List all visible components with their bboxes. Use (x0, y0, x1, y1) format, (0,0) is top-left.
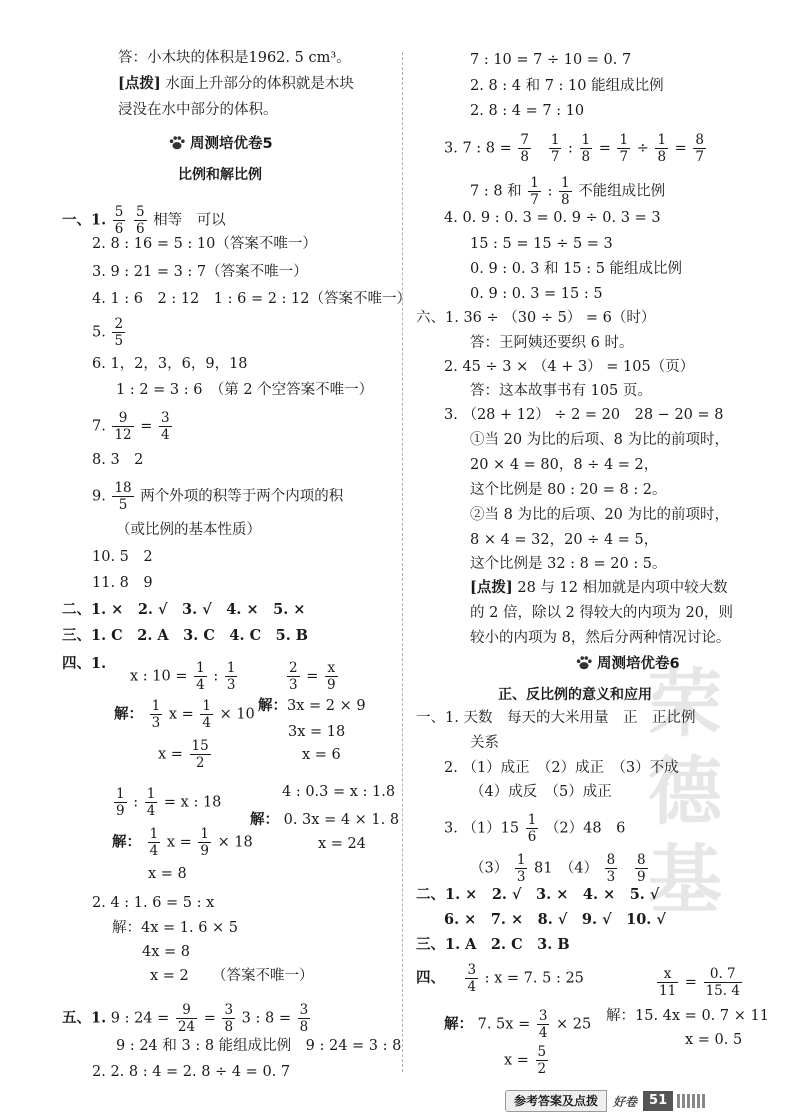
fraction: $\frac{x}{11}$ (659, 966, 677, 999)
q1-9-note: （或比例的基本性质） (116, 522, 261, 538)
fraction: $\frac{7}{8}$ (520, 132, 529, 165)
section-6-subtitle: 正、反比例的意义和应用 (498, 687, 652, 703)
q4-2-step-2: 4x = 8 (142, 944, 190, 960)
sol-2-result: x = 6 (302, 747, 341, 763)
q4-2-result: x = 2 (150, 968, 189, 984)
fraction: $\frac{5}{2}$ (537, 1044, 547, 1077)
page-number: 51 (643, 1091, 673, 1111)
r-q4-line-4: 0. 9 : 0. 3 = 15 : 5 (470, 286, 603, 302)
q4-2: 2. 4 : 1. 6 = 5 : x (92, 895, 215, 911)
section-5-subtitle: 比例和解比例 (178, 167, 262, 183)
s6-q3-cont: （3） $\frac{1}{3}$ 81 （4） $\frac{8}{3}$ $\frac{8}{9}$ (470, 852, 646, 885)
eq-1b: $\frac{2}{3}$ = $\frac{x}{9}$ (289, 660, 336, 693)
s6-part-4-eq-2: $\frac{x}{11}$ = $\frac{0. 7}{15. 4}$ (659, 966, 740, 999)
part-6-q3-calc-1: 20 × 4 = 80，8 ÷ 4 = 2， (470, 457, 659, 473)
fraction: $\frac{8}{7}$ (695, 132, 705, 165)
part-6-q3-case-1: ①当 20 为比的后项、8 为比的前项时， (470, 432, 730, 448)
q1-6-note: 1 : 2 = 3 : 6 （第 2 个空答案不唯一） (116, 382, 374, 398)
footer-label: 参考答案及点拨 (505, 1090, 607, 1112)
watermark-char-1: 荣 (648, 661, 722, 747)
part-6-q3-calc-2: 8 × 4 = 32，20 ÷ 4 = 5， (470, 532, 659, 548)
fraction: $\frac{3}{8}$ (224, 1002, 234, 1035)
hint-2-line-3: 较小的内项为 8，然后分两种情况讨论。 (470, 630, 731, 646)
q1-5: 5. $\frac{2}{5}$ (92, 316, 124, 349)
hint-2-line-1: [点拨] 28 与 12 相加就是内项中较大数 (470, 579, 728, 596)
sol-4-result: x = 24 (318, 836, 366, 852)
fraction: $\frac{3}{4}$ (161, 410, 170, 443)
watermark-char-3: 基 (648, 837, 722, 923)
section-6-title (575, 652, 680, 673)
eq-2a: $\frac{1}{9}$ : $\frac{1}{4}$ = x : 18 (116, 786, 222, 819)
r-q4: 4. 0. 9 : 0. 3 = 0. 9 ÷ 0. 3 = 3 (444, 210, 661, 226)
fraction: $\frac{9}{12}$ (114, 410, 132, 443)
sol-2-step: 3x = 18 (288, 724, 346, 740)
fraction: $\frac{8}{9}$ (637, 852, 646, 885)
s6-q2: 2. （1）成正 （2）成正 （3）不成 (444, 760, 679, 776)
eq-1a: x : 10 = $\frac{1}{4}$ : $\frac{1}{3}$ (130, 660, 236, 693)
sol-4: 解： 0. 3x = 4 × 1. 8 (250, 811, 400, 828)
hint-2-line-2: 的 2 倍，除以 2 得较大的内项为 20，则 (470, 605, 733, 621)
fraction: $\frac{9}{24}$ (177, 1002, 196, 1035)
fraction: $\frac{5}{6}$ (135, 204, 145, 237)
fraction: $\frac{1}{7}$ (530, 175, 539, 208)
fraction: $\frac{3}{4}$ (538, 1008, 548, 1041)
fraction: $\frac{1}{8}$ (581, 132, 591, 165)
section-5-title (168, 132, 273, 153)
hint-line-1 (118, 74, 354, 94)
r-line-1: 7 : 10 = 7 ÷ 10 = 0. 7 (470, 52, 632, 68)
s6-sol-2: 解：15. 4x = 0. 7 × 11 (606, 1008, 769, 1024)
eq-2b: 4 : 0.3 = x : 1.8 (282, 784, 396, 800)
fraction: $\frac{1}{9}$ (200, 826, 209, 859)
q1-7: 7. $\frac{9}{12}$ = $\frac{3}{4}$ (92, 410, 170, 443)
q1-10: 10. 5 2 (92, 549, 153, 565)
fraction: $\frac{1}{7}$ (619, 132, 629, 165)
fraction: $\frac{0. 7}{15. 4}$ (705, 966, 740, 999)
fraction: $\frac{1}{4}$ (146, 786, 156, 819)
part-6-q3-case-2: ②当 8 为比的后项、20 为比的前项时， (470, 507, 730, 523)
s6-part-2-cont: 6. × 7. × 8. √ 9. √ 10. √ (444, 911, 666, 928)
q1-8: 8. 3 2 (92, 452, 144, 468)
sol-1-result: x = $\frac{15}{2}$ (158, 738, 209, 771)
fraction: $\frac{15}{2}$ (191, 738, 209, 771)
hint-line-2: 浸没在水中部分的体积。 (118, 102, 278, 118)
fraction: $\frac{3}{4}$ (467, 962, 477, 995)
q1-4: 4. 1 : 6 2 : 12 1 : 6 = 2 : 12（答案不唯一） (92, 291, 411, 307)
sol-2: 解：3x = 2 × 9 (258, 697, 366, 714)
hint-tag: [点拨] (118, 75, 161, 92)
paw-icon (168, 134, 186, 152)
fraction: $\frac{1}{6}$ (527, 812, 537, 845)
part-4-label: 四、1. (62, 655, 107, 672)
fraction: $\frac{1}{3}$ (516, 852, 526, 885)
fraction: $\frac{2}{5}$ (114, 316, 124, 349)
s6-q3: 3. （1）15 $\frac{1}{6}$ （2）48 6 (444, 812, 626, 845)
fraction: $\frac{x}{9}$ (326, 660, 336, 693)
part-5-q1-conclusion: 9 : 24 和 3 : 8 能组成比例 9 : 24 = 3 : 8 (116, 1038, 402, 1054)
r-line-2: 2. 8 : 4 和 7 : 10 能组成比例 (470, 78, 664, 94)
part-6-q2-answer: 答：这本故事书有 105 页。 (470, 383, 652, 399)
r-q4-line-3: 0. 9 : 0. 3 和 15 : 5 能组成比例 (470, 261, 683, 277)
sol-3: 解： $\frac{1}{4}$ x = $\frac{1}{9}$ × 18 (112, 826, 253, 859)
part-2-answers: 二、1. × 2. √ 3. √ 4. × 5. × (62, 601, 306, 618)
answer-volume: 答：小木块的体积是1962. 5 cm³。 (118, 50, 351, 66)
part-6-q3-result-1: 这个比例是 80 : 20 = 8 : 2。 (470, 482, 667, 498)
fraction: $\frac{3}{8}$ (299, 1002, 309, 1035)
column-divider (402, 52, 403, 1072)
s6-sol-2-result: x = 0. 5 (685, 1032, 743, 1048)
fraction: $\frac{1}{3}$ (226, 660, 236, 693)
fraction: $\frac{1}{9}$ (116, 786, 125, 819)
fraction: $\frac{2}{3}$ (289, 660, 298, 693)
paw-icon (575, 654, 593, 672)
s6-q1-cont: 关系 (470, 735, 499, 751)
q1-6: 6. 1，2，3，6，9，18 (92, 356, 248, 372)
part-3-answers: 三、1. C 2. A 3. C 4. C 5. B (62, 627, 309, 644)
section-5-title-text: 周测培优卷5 (190, 136, 273, 152)
r-line-3: 2. 8 : 4 = 7 : 10 (470, 103, 585, 119)
sol-3-result: x = 8 (148, 866, 187, 882)
page-footer (505, 1090, 745, 1112)
q1-1: 一、1. $\frac{5}{6}$ $\frac{5}{6}$ 相等 可以 (62, 204, 226, 237)
q1-11: 11. 8 9 (92, 575, 153, 591)
fraction: $\frac{8}{3}$ (606, 852, 616, 885)
part-6-q2: 2. 45 ÷ 3 × （4 + 3） = 105（页） (444, 359, 695, 375)
fraction: $\frac{1}{3}$ (151, 698, 161, 731)
s6-part-4: 四、 $\frac{3}{4}$ : x = 7. 5 : 25 (416, 962, 584, 995)
fraction: $\frac{1}{4}$ (202, 698, 211, 731)
part-5-q2: 2. 2. 8 : 4 = 2. 8 ÷ 4 = 0. 7 (92, 1064, 291, 1080)
q1-9: 9. $\frac{18}{5}$ 两个外项的积等于两个内项的积 (92, 480, 344, 513)
part-6-q3: 3. （28 + 12） ÷ 2 = 20 28 − 20 = 8 (444, 407, 724, 423)
q1-3: 3. 9 : 21 = 3 : 7（答案不唯一） (92, 264, 308, 280)
s6-part-3: 三、1. A 2. C 3. B (416, 936, 570, 953)
fraction: $\frac{1}{4}$ (149, 826, 159, 859)
s6-part-2: 二、1. × 2. √ 3. × 4. × 5. √ (416, 886, 660, 903)
fraction: $\frac{1}{8}$ (657, 132, 667, 165)
fraction: $\frac{1}{8}$ (560, 175, 570, 208)
s6-sol-1-result: x = $\frac{5}{2}$ (504, 1044, 547, 1077)
hint-text-1: 水面上升部分的体积就是木块 (160, 76, 354, 92)
part-5-q1: 五、1. 9 : 24 = $\frac{9}{24}$ = $\frac{3}{8}$ 3 : 8 = $\frac{3}{8}$ (62, 1002, 309, 1035)
r-q4-line-2: 15 : 5 = 15 ÷ 5 = 3 (470, 236, 613, 252)
fraction: $\frac{1}{7}$ (550, 132, 560, 165)
q4-2-note: （答案不唯一） (212, 968, 314, 984)
s6-q1: 一、1. 天数 每天的大米用量 正 正比例 (416, 710, 696, 726)
s6-sol-1: 解： 7. 5x = $\frac{3}{4}$ × 25 (444, 1008, 592, 1041)
fraction: $\frac{18}{5}$ (114, 480, 132, 513)
footer-decoration (677, 1094, 705, 1108)
s6-q2-cont: （4）成反 （5）成正 (470, 784, 612, 800)
r-q3: 3. 7 : 8 = $\frac{7}{8}$ $\frac{1}{7}$ : $\frac{1}{8}$ = $\frac{1}{7}$ ÷ $\frac{1}{8}$ = $\frac{8}{7}$ (444, 132, 705, 165)
sol-1: 解： $\frac{1}{3}$ x = $\frac{1}{4}$ × 10 (114, 698, 255, 731)
r-q3-conclusion: 7 : 8 和 $\frac{1}{7}$ : $\frac{1}{8}$ 不能组成比例 (470, 175, 666, 208)
hint-tag: [点拨] (470, 579, 513, 596)
q4-2-step-1: 解：4x = 1. 6 × 5 (112, 920, 239, 936)
watermark-char-2: 德 (648, 749, 722, 835)
fraction: $\frac{5}{6}$ (114, 204, 124, 237)
footer-logo: 好卷 (613, 1094, 638, 1109)
q1-2: 2. 8 : 16 = 5 : 10（答案不唯一） (92, 236, 317, 252)
section-6-title-text: 周测培优卷6 (597, 656, 680, 672)
part-6-q1: 六、1. 36 ÷ （30 ÷ 5） = 6（时） (416, 310, 656, 326)
fraction: $\frac{1}{4}$ (196, 660, 205, 693)
part-6-q3-result-2: 这个比例是 32 : 8 = 20 : 5。 (470, 556, 667, 572)
part-6-q1-answer: 答：王阿姨还要织 6 时。 (470, 335, 634, 351)
